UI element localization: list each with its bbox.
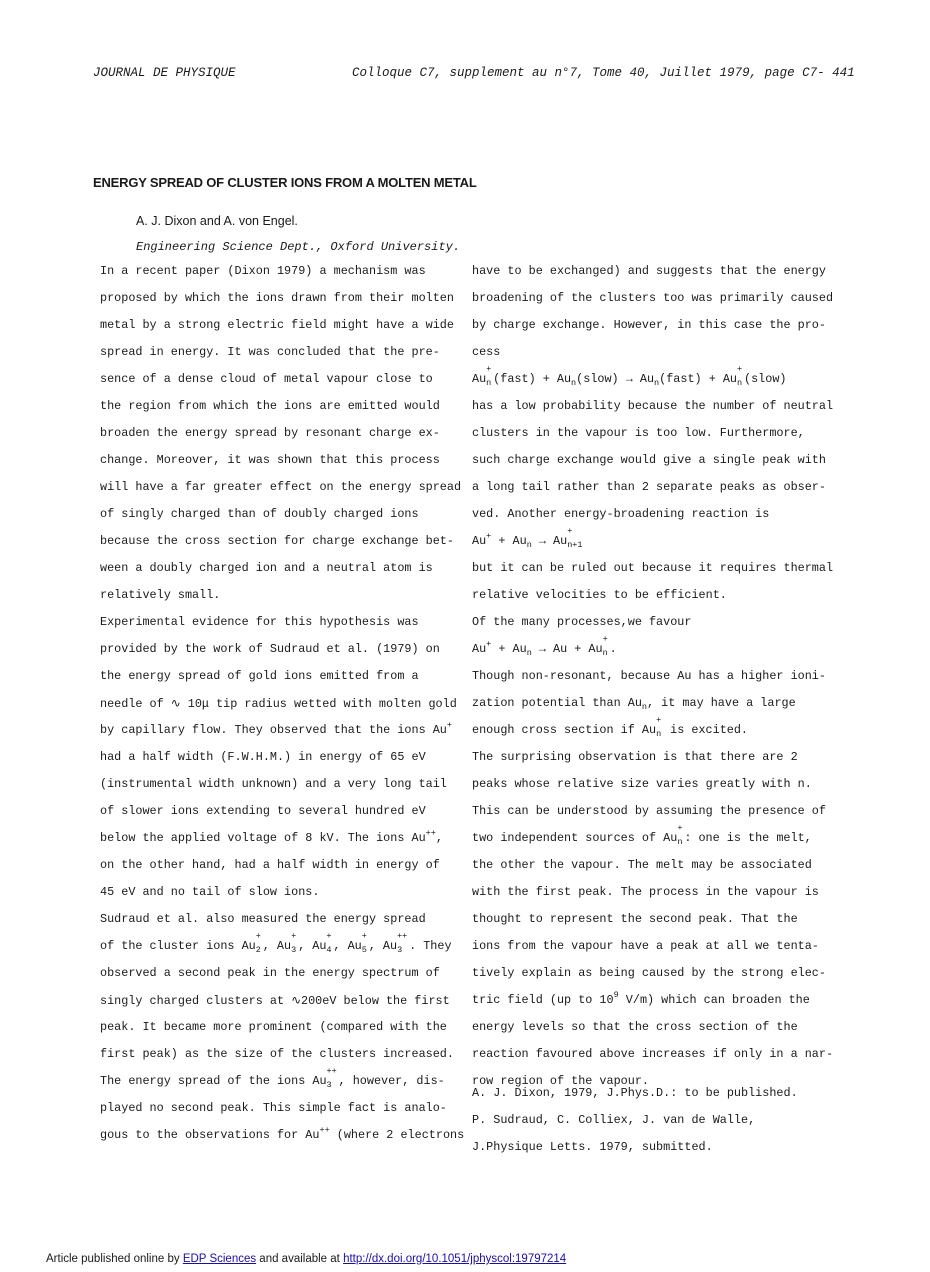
text-line: relative velocities to be efficient.: [472, 588, 727, 602]
text-line: This can be understood by assuming the presence of: [472, 804, 826, 818]
text-line: zation potential than $Au_n$, it may have a large: [472, 696, 796, 712]
text-line: of the cluster ions Au + 2 , Au + 3 , Au + 4 , Au + 5 , Au ++ 3 . They: [100, 931, 452, 955]
text-line: the region from which the ions are emitted would: [100, 399, 440, 413]
doi-link[interactable]: http://dx.doi.org/10.1051/jphyscol:19797214: [343, 1253, 567, 1265]
text-line: cess: [472, 345, 501, 359]
text-line: spread in energy. It was concluded that the pre-: [100, 345, 440, 359]
text-line: 45 eV and no tail of slow ions.: [100, 885, 320, 899]
text-line: sence of a dense cloud of metal vapour close to: [100, 372, 433, 386]
text-line: broaden the energy spread by resonant charge ex-: [100, 426, 440, 440]
text-line: energy levels so that the cross section of the: [472, 1020, 798, 1034]
text-line: has a low probability because the number of neutral: [472, 399, 834, 413]
text-line: have to be exchanged) and suggests that the energy: [472, 264, 826, 278]
text-line: the other the vapour. The melt may be associated: [472, 858, 812, 872]
text-line: but it can be ruled out because it requires thermal: [472, 561, 834, 575]
text-line: observed a second peak in the energy spectrum of: [100, 966, 440, 980]
reference-sudraud: P. Sudraud, C. Colliex, J. van de Walle,: [472, 1113, 756, 1127]
text-line: provided by the work of Sudraud et al. (1979) on: [100, 642, 440, 656]
text-line: of singly charged than of doubly charged ions: [100, 507, 419, 521]
text-line: relatively small.: [100, 588, 221, 602]
text-line: Though non-resonant, because Au has a higher ioni-: [472, 669, 826, 683]
text-line: a long tail rather than 2 separate peaks as obser-: [472, 480, 826, 494]
text-line: because the cross section for charge exchange bet-: [100, 534, 454, 548]
text-line: on the other hand, had a half width in energy of: [100, 858, 440, 872]
text-line: ween a doubly charged ion and a neutral atom is: [100, 561, 433, 575]
text-line: row region of the vapour.: [472, 1074, 649, 1088]
text-line: ions from the vapour have a peak at all we tenta-: [472, 939, 819, 953]
text-line: below the applied voltage of 8 kV. The ions Au++,: [100, 828, 443, 845]
text-line: singly charged clusters at ∿200eV below the first: [100, 994, 450, 1008]
text-line: of slower ions extending to several hundred eV: [100, 804, 426, 818]
text-line: The energy spread of the ions Au ++ 3 , however, dis-: [100, 1066, 445, 1090]
text-line: thought to represent the second peak. That the: [472, 912, 798, 926]
reference-dixon: A. J. Dixon, 1979, J.Phys.D.: to be published.: [472, 1086, 798, 1100]
text-line: will have a far greater effect on the energy spread: [100, 480, 462, 494]
text-line: gous to the observations for Au++ (where 2 electrons: [100, 1125, 465, 1142]
affiliation: Engineering Science Dept., Oxford University.: [136, 240, 461, 254]
footer-middle: and available at: [256, 1253, 344, 1265]
text-line: the energy spread of gold ions emitted from a: [100, 669, 419, 683]
equation-attachment: $Au^+ + Au_n \to Au$ + n+1: [472, 526, 583, 550]
text-line: with the first peak. The process in the vapour is: [472, 885, 819, 899]
equation-charge-exchange: Au + n (fast) + $Au_n(slow)$ → $Au_n(fast) + Au$ + n (slow): [472, 364, 787, 388]
text-line: In a recent paper (Dixon 1979) a mechanism was: [100, 264, 426, 278]
text-line: The surprising observation is that there are 2: [472, 750, 798, 764]
equation-favoured: $Au^+ + Au_n \to Au + Au$ + n .: [472, 634, 617, 658]
text-line: played no second peak. This simple fact is analo-: [100, 1101, 447, 1115]
reference-sudraud-journal: J.Physique Letts. 1979, submitted.: [472, 1140, 713, 1154]
text-line: by capillary flow. They observed that the ions Au+: [100, 720, 452, 737]
text-line: tric field (up to $10^9$ V/m) which can broaden the: [472, 990, 810, 1007]
text-line: two independent sources of Au + n : one is the melt,: [472, 823, 812, 847]
text-line: such charge exchange would give a single peak with: [472, 453, 826, 467]
text-line: enough cross section if Au + n is excited.: [472, 715, 749, 739]
text-line: first peak) as the size of the clusters increased.: [100, 1047, 454, 1061]
publication-footer: [46, 1253, 566, 1265]
text-line: ved. Another energy-broadening reaction is: [472, 507, 770, 521]
text-line: had a half width (F.W.H.M.) in energy of 65 eV: [100, 750, 426, 764]
text-line: broadening of the clusters too was primarily caused: [472, 291, 834, 305]
article-title: ENERGY SPREAD OF CLUSTER IONS FROM A MOLTEN METAL: [93, 175, 477, 190]
text-line: clusters in the vapour is too low. Furthermore,: [472, 426, 805, 440]
text-line: Sudraud et al. also measured the energy spread: [100, 912, 426, 926]
text-line: peak. It became more prominent (compared with the: [100, 1020, 447, 1034]
text-line: needle of ∿ 10μ tip radius wetted with molten gold: [100, 697, 457, 711]
text-line: proposed by which the ions drawn from their molten: [100, 291, 454, 305]
text-line: Experimental evidence for this hypothesis was: [100, 615, 419, 629]
text-line: metal by a strong electric field might have a wide: [100, 318, 454, 332]
text-line: (instrumental width unknown) and a very long tail: [100, 777, 447, 791]
publisher-link[interactable]: EDP Sciences: [182, 1253, 257, 1265]
text-line: peaks whose relative size varies greatly with n.: [472, 777, 812, 791]
text-line: tively explain as being caused by the strong elec-: [472, 966, 826, 980]
citation-line: Colloque C7, supplement au n°7, Tome 40, Juillet 1979, page C7- 441: [352, 66, 855, 80]
text-line: change. Moreover, it was shown that this process: [100, 453, 440, 467]
text-line: reaction favoured above increases if only in a nar-: [472, 1047, 834, 1061]
journal-name: JOURNAL DE PHYSIQUE: [93, 66, 236, 80]
footer-prefix: Article published online by: [46, 1253, 183, 1265]
authors: A. J. Dixon and A. von Engel.: [136, 214, 298, 228]
text-line: by charge exchange. However, in this case the pro-: [472, 318, 826, 332]
text-line: Of the many processes,we favour: [472, 615, 692, 629]
